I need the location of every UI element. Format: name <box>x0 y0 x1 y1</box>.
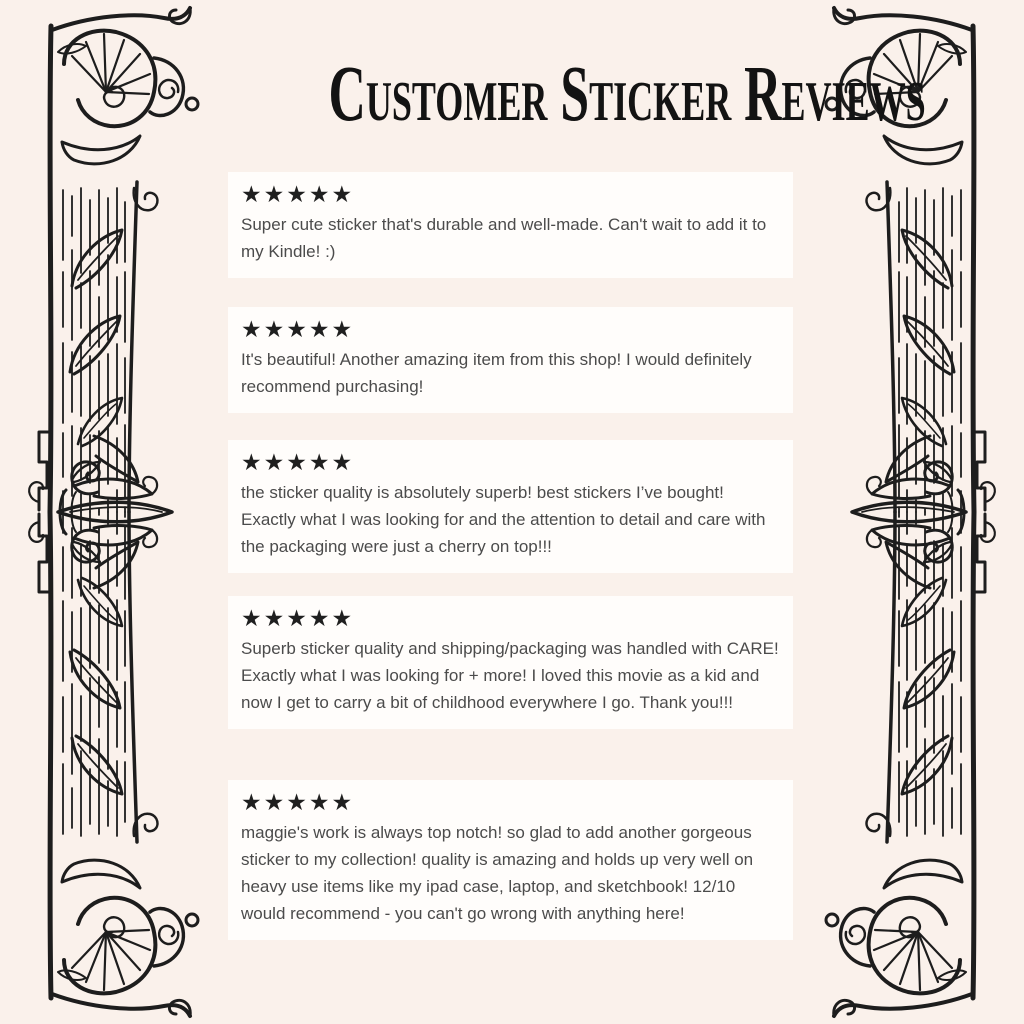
engraved-floral-border-left-icon <box>6 0 206 1024</box>
header <box>188 49 926 138</box>
review-card <box>228 307 793 413</box>
star-rating-icon: ★★★★★ <box>241 449 355 475</box>
review-text: the sticker quality is absolutely superb! best stickers I’ve bought! Exactly what I was looking for and the attention to detail and care with the packaging were just a cherry on top!!! <box>241 483 766 556</box>
star-rating-icon: ★★★★★ <box>241 316 355 342</box>
review-text: Superb sticker quality and shipping/packaging was handled with CARE! Exactly what I was looking for + more! I loved this movie as a kid and now I get to carry a bit of childhood everywhere I go. Thank you!!! <box>241 639 779 712</box>
review-card <box>228 596 793 729</box>
review-text: Super cute sticker that's durable and well-made. Can't wait to add it to my Kindle! :) <box>241 215 767 261</box>
review-text: maggie's work is always top notch! so glad to add another gorgeous sticker to my collection! quality is amazing and holds up very well on heavy use items like my ipad case, laptop, and sketchbook! 12/10 would recommend - you can't go wrong with anything here! <box>241 823 754 923</box>
star-rating-icon: ★★★★★ <box>241 181 355 207</box>
review-card <box>228 780 793 940</box>
review-card <box>228 172 793 278</box>
star-rating-icon: ★★★★★ <box>241 605 355 631</box>
review-text: It's beautiful! Another amazing item from this shop! I would definitely recommend purchasing! <box>241 350 752 396</box>
page-title: Customer Sticker Reviews <box>328 49 926 138</box>
engraved-floral-border-right-icon <box>818 0 1018 1024</box>
star-rating-icon: ★★★★★ <box>241 789 355 815</box>
review-card <box>228 440 793 573</box>
